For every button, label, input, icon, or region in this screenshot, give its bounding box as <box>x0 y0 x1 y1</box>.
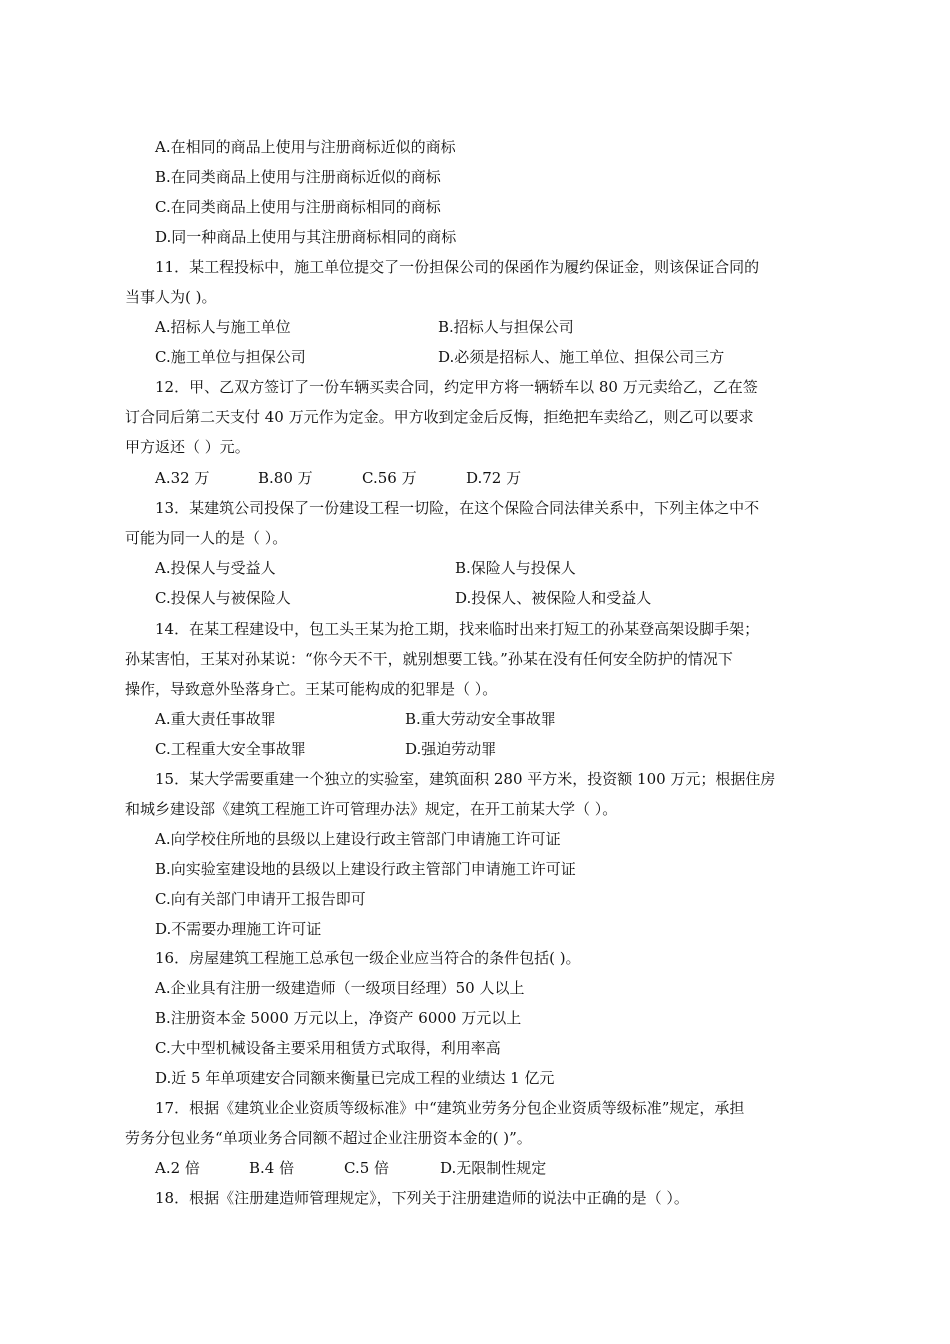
q13-option-c: C.投保人与被保险人 <box>155 589 291 607</box>
q10-option-c: C.在同类商品上使用与注册商标相同的商标 <box>155 198 441 216</box>
q10-option-d: D.同一种商品上使用与其注册商标相同的商标 <box>155 228 457 246</box>
q11-stem-line-2: 当事人为( )。 <box>125 288 217 306</box>
q12-stem-line-1: 12．甲、乙双方签订了一份车辆买卖合同，约定甲方将一辆轿车以 80 万元卖给乙，乙在签 <box>155 378 758 396</box>
q16-option-d: D.近 5 年单项建安合同额来衡量已完成工程的业绩达 1 亿元 <box>155 1069 555 1087</box>
q16-option-b: B.注册资本金 5000 万元以上，净资产 6000 万元以上 <box>155 1009 522 1027</box>
q13-option-d: D.投保人、被保险人和受益人 <box>455 589 652 607</box>
q11-option-b: B.招标人与担保公司 <box>438 318 574 336</box>
q11-option-a: A.招标人与施工单位 <box>155 318 291 336</box>
q17-stem-line-2: 劳务分包业务“单项业务合同额不超过企业注册资本金的( )”。 <box>125 1129 532 1147</box>
q15-option-b: B.向实验室建设地的县级以上建设行政主管部门申请施工许可证 <box>155 860 576 878</box>
q17-option-a: A.2 倍 <box>155 1159 200 1177</box>
q14-stem-line-1: 14．在某工程建设中，包工头王某为抢工期，找来临时出来打短工的孙某登高架设脚手架； <box>155 620 760 638</box>
q16-option-c: C.大中型机械设备主要采用租赁方式取得，利用率高 <box>155 1039 501 1057</box>
q18-stem-line-1: 18．根据《注册建造师管理规定》，下列关于注册建造师的说法中正确的是（ ）。 <box>155 1189 689 1207</box>
q13-option-b: B.保险人与投保人 <box>455 559 576 577</box>
q13-stem-line-1: 13．某建筑公司投保了一份建设工程一切险，在这个保险合同法律关系中，下列主体之中不 <box>155 499 760 517</box>
q12-option-c: C.56 万 <box>362 469 417 487</box>
q11-option-c: C.施工单位与担保公司 <box>155 348 306 366</box>
q14-option-b: B.重大劳动安全事故罪 <box>405 710 556 728</box>
q12-stem-line-3: 甲方返还（ ）元。 <box>125 438 250 456</box>
q10-option-b: B.在同类商品上使用与注册商标近似的商标 <box>155 168 441 186</box>
q13-options-row-2 <box>155 587 830 609</box>
q14-option-d: D.强迫劳动罪 <box>405 740 497 758</box>
q14-stem-line-2: 孙某害怕，王某对孙某说：“你今天不干，就别想要工钱。”孙某在没有任何安全防护的情况下 <box>125 650 733 668</box>
q12-option-d: D.72 万 <box>466 469 522 487</box>
q13-option-a: A.投保人与受益人 <box>155 559 276 577</box>
q17-option-c: C.5 倍 <box>344 1159 390 1177</box>
q14-stem-line-3: 操作，导致意外坠落身亡。王某可能构成的犯罪是（ ）。 <box>125 680 498 698</box>
q15-stem-line-1: 15．某大学需要重建一个独立的实验室，建筑面积 280 平方米，投资额 100 万元；根据住房 <box>155 770 776 788</box>
q13-stem-line-2: 可能为同一人的是（ ）。 <box>125 529 288 547</box>
q11-stem-line-1: 11．某工程投标中，施工单位提交了一份担保公司的保函作为履约保证金，则该保证合同的 <box>155 258 760 276</box>
q14-option-a: A.重大责任事故罪 <box>155 710 276 728</box>
q11-option-d: D.必须是招标人、施工单位、担保公司三方 <box>438 348 725 366</box>
q12-options-row <box>155 467 830 489</box>
q17-option-d: D.无限制性规定 <box>440 1159 547 1177</box>
q14-options-row-2 <box>155 738 830 760</box>
q11-options-row-1 <box>155 316 830 338</box>
q17-options-row <box>155 1157 830 1179</box>
q15-stem-line-2: 和城乡建设部《建筑工程施工许可管理办法》规定，在开工前某大学（ ）。 <box>125 800 618 818</box>
q14-option-c: C.工程重大安全事故罪 <box>155 740 306 758</box>
q15-option-d: D.不需要办理施工许可证 <box>155 920 322 938</box>
q17-option-b: B.4 倍 <box>249 1159 295 1177</box>
q10-option-a: A.在相同的商品上使用与注册商标近似的商标 <box>155 138 456 156</box>
q13-options-row-1 <box>155 557 830 579</box>
q11-options-row-2 <box>155 346 830 368</box>
q12-option-b: B.80 万 <box>258 469 313 487</box>
q14-options-row-1 <box>155 708 830 730</box>
q16-stem-line-1: 16．房屋建筑工程施工总承包一级企业应当符合的条件包括( )。 <box>155 949 581 967</box>
q16-option-a: A.企业具有注册一级建造师（一级项目经理）50 人以上 <box>155 979 525 997</box>
q12-stem-line-2: 订合同后第二天支付 40 万元作为定金。甲方收到定金后反悔，拒绝把车卖给乙，则乙可以要求 <box>125 408 754 426</box>
q15-option-c: C.向有关部门申请开工报告即可 <box>155 890 366 908</box>
q15-option-a: A.向学校住所地的县级以上建设行政主管部门申请施工许可证 <box>155 830 561 848</box>
q17-stem-line-1: 17．根据《建筑业企业资质等级标准》中“建筑业劳务分包企业资质等级标准”规定，承担 <box>155 1099 745 1117</box>
q12-option-a: A.32 万 <box>155 469 210 487</box>
